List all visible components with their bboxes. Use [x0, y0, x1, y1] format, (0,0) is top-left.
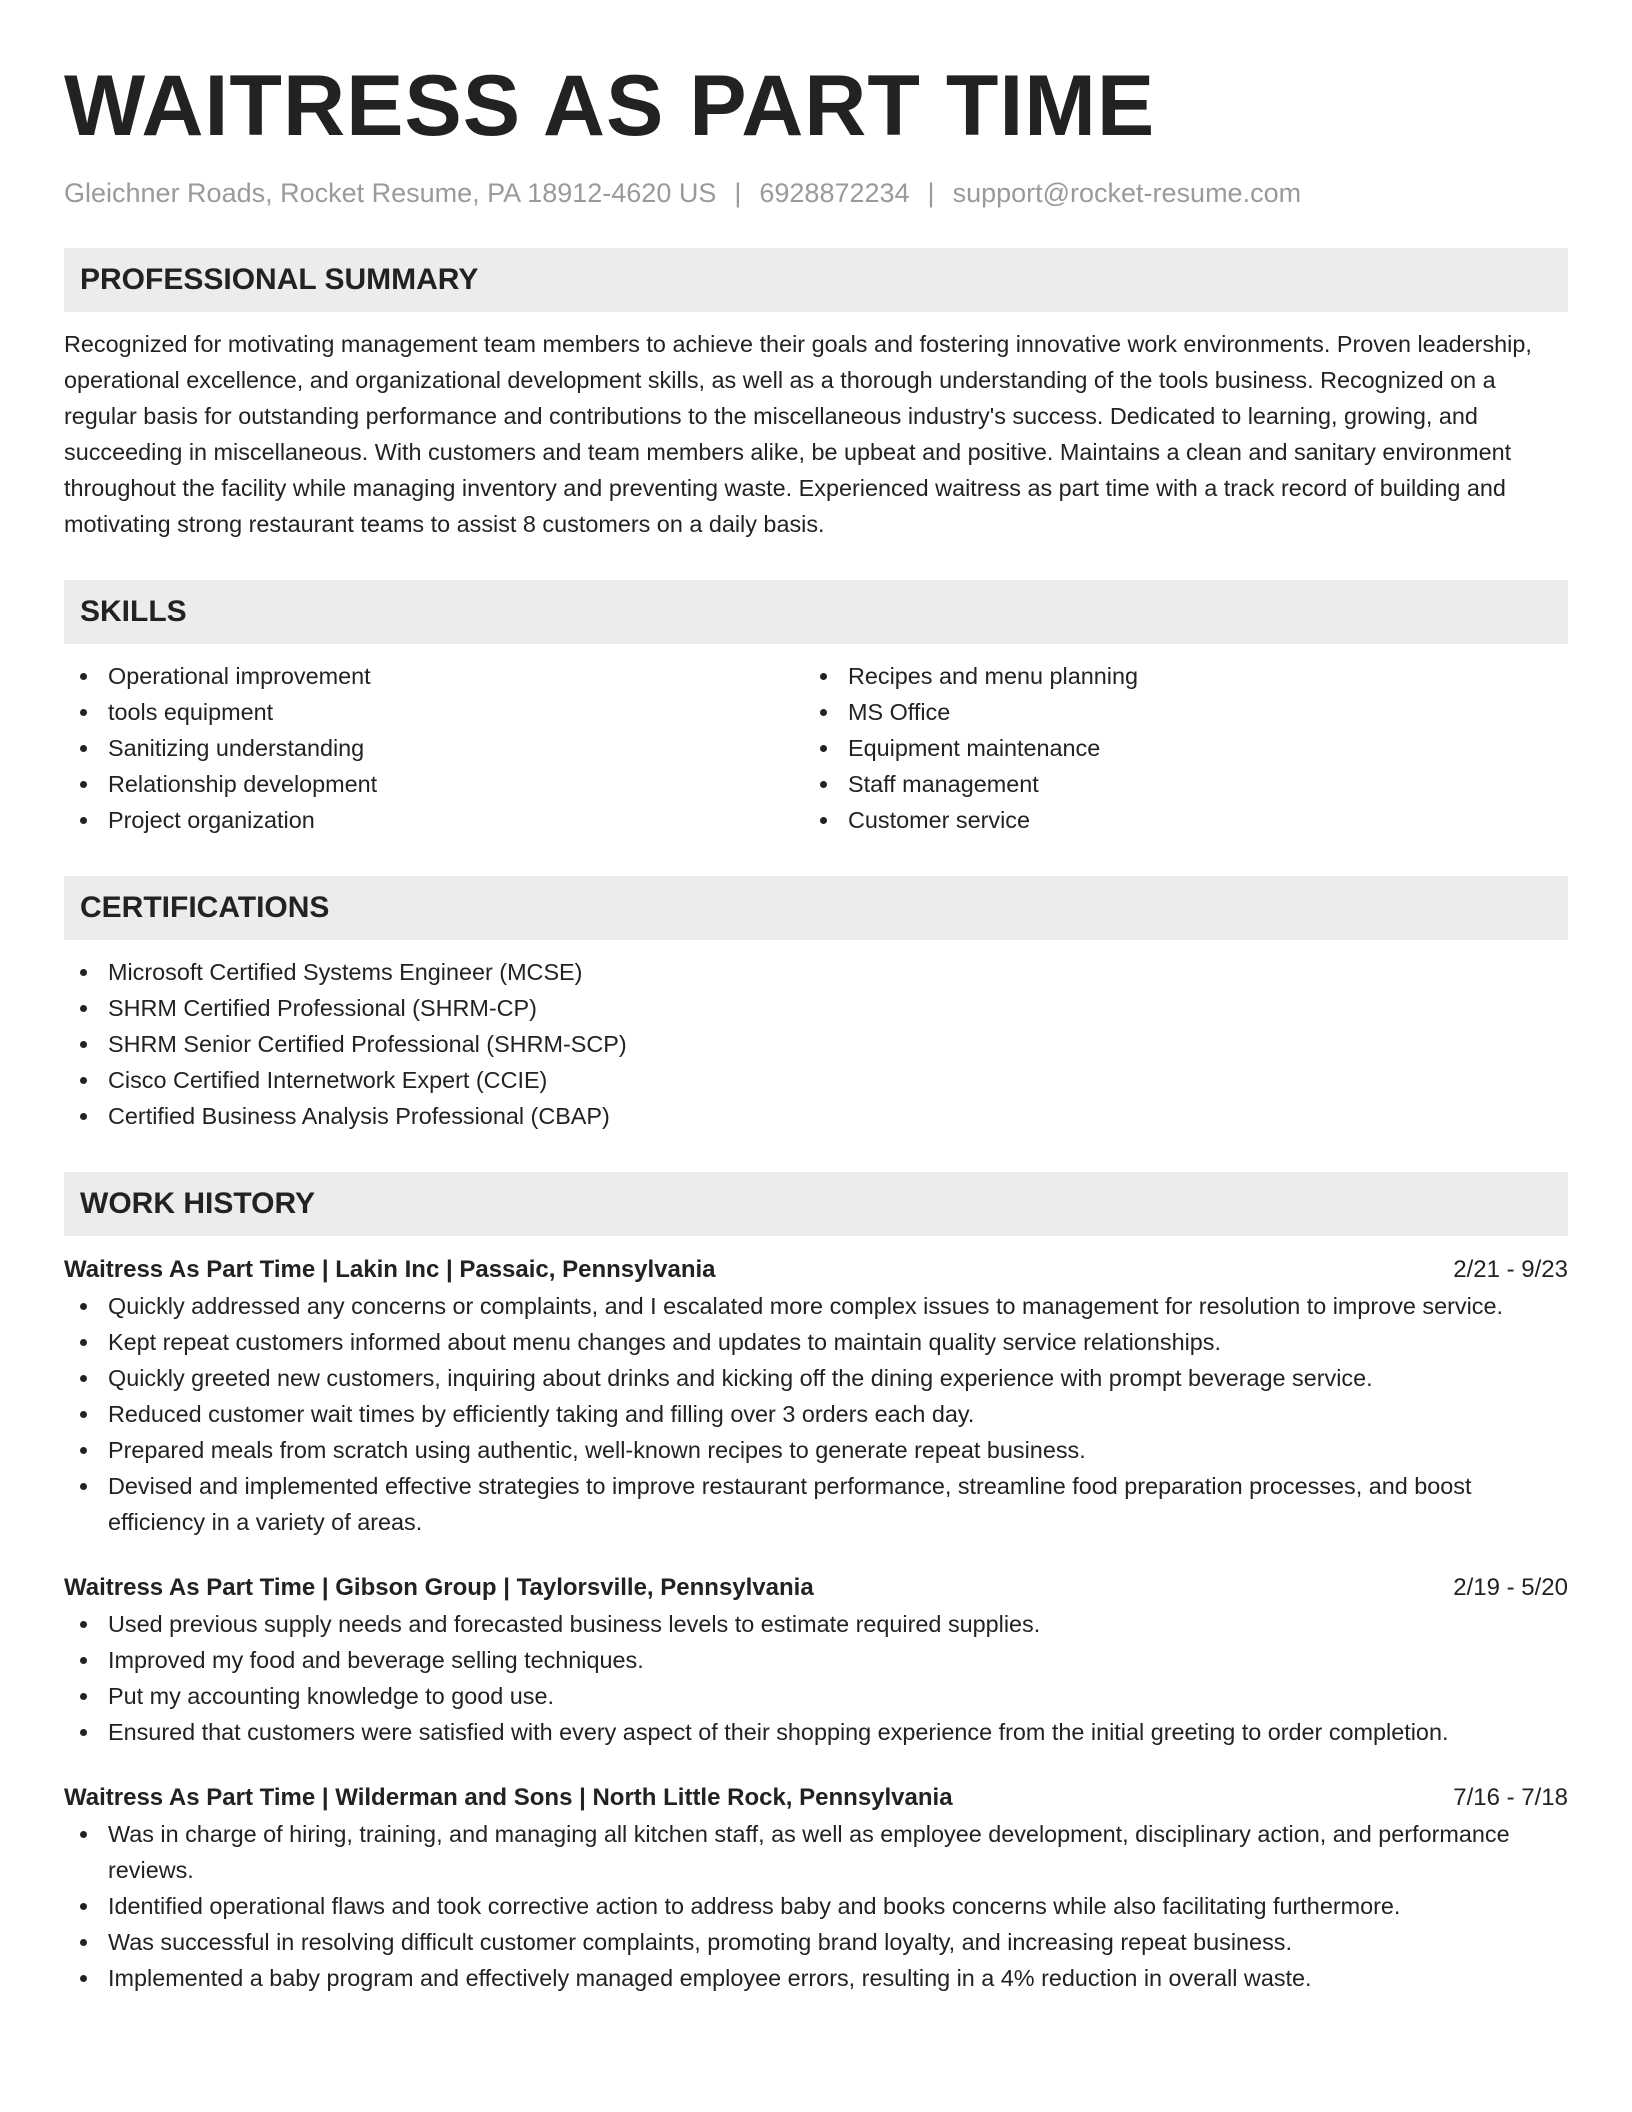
job-bullet-list [64, 1816, 1568, 1996]
job-bullet: Reduced customer wait times by efficiently taking and filling over 3 orders each day. [64, 1396, 1568, 1432]
job-entry [64, 1252, 1568, 1540]
contact-separator: | [734, 178, 742, 208]
certifications-list [64, 954, 1568, 1134]
job-bullet: Implemented a baby program and effectively managed employee errors, resulting in a 4% reduction in overall waste. [64, 1960, 1568, 1996]
job-header [64, 1570, 1568, 1606]
skill-item: Customer service [804, 802, 1544, 838]
job-dates: 7/16 - 7/18 [1453, 1784, 1568, 1811]
job-bullet: Quickly addressed any concerns or complaints, and I escalated more complex issues to management for resolution to improve service. [64, 1288, 1568, 1324]
section-heading-skills: SKILLS [64, 580, 1568, 644]
contact-line [64, 176, 1568, 210]
section-heading-work-history: WORK HISTORY [64, 1172, 1568, 1236]
job-title: Waitress As Part Time | Lakin Inc | Passaic, Pennsylvania [64, 1256, 716, 1283]
job-title: Waitress As Part Time | Gibson Group | Taylorsville, Pennsylvania [64, 1574, 814, 1601]
certification-item: Cisco Certified Internetwork Expert (CCIE) [64, 1062, 1568, 1098]
certification-item: SHRM Certified Professional (SHRM-CP) [64, 990, 1568, 1026]
job-entry [64, 1780, 1568, 1996]
job-bullet: Used previous supply needs and forecasted business levels to estimate required supplies. [64, 1606, 1568, 1642]
skill-item: Staff management [804, 766, 1544, 802]
job-dates: 2/21 - 9/23 [1453, 1256, 1568, 1283]
job-header [64, 1780, 1568, 1816]
skill-item: Project organization [64, 802, 804, 838]
job-bullet: Put my accounting knowledge to good use. [64, 1678, 1568, 1714]
job-bullet: Quickly greeted new customers, inquiring about drinks and kicking off the dining experience with prompt beverage service. [64, 1360, 1568, 1396]
job-bullet: Kept repeat customers informed about menu changes and updates to maintain quality service relationships. [64, 1324, 1568, 1360]
job-title: Waitress As Part Time | Wilderman and Sons | North Little Rock, Pennsylvania [64, 1784, 953, 1811]
job-bullet: Was in charge of hiring, training, and managing all kitchen staff, as well as employee development, disciplinary action, and performance reviews. [64, 1816, 1568, 1888]
certification-item: Microsoft Certified Systems Engineer (MCSE) [64, 954, 1568, 990]
job-dates: 2/19 - 5/20 [1453, 1574, 1568, 1601]
contact-separator: | [927, 178, 935, 208]
certification-item: Certified Business Analysis Professional (CBAP) [64, 1098, 1568, 1134]
section-heading-summary: PROFESSIONAL SUMMARY [64, 248, 1568, 312]
skill-item: MS Office [804, 694, 1544, 730]
job-entry [64, 1570, 1568, 1750]
section-heading-certifications: CERTIFICATIONS [64, 876, 1568, 940]
contact-email[interactable]: support@rocket-resume.com [952, 178, 1302, 208]
job-bullet: Prepared meals from scratch using authentic, well-known recipes to generate repeat business. [64, 1432, 1568, 1468]
skill-item: Recipes and menu planning [804, 658, 1544, 694]
skills-column-left [64, 658, 804, 838]
job-bullet-list [64, 1606, 1568, 1750]
job-header [64, 1252, 1568, 1288]
job-bullet: Ensured that customers were satisfied with every aspect of their shopping experience from the initial greeting to order completion. [64, 1714, 1568, 1750]
certification-item: SHRM Senior Certified Professional (SHRM-SCP) [64, 1026, 1568, 1062]
job-bullet: Was successful in resolving difficult customer complaints, promoting brand loyalty, and increasing repeat business. [64, 1924, 1568, 1960]
skill-item: Equipment maintenance [804, 730, 1544, 766]
job-bullet: Improved my food and beverage selling techniques. [64, 1642, 1568, 1678]
candidate-name: WAITRESS AS PART TIME [64, 58, 1156, 154]
skill-item: tools equipment [64, 694, 804, 730]
contact-phone: 6928872234 [759, 178, 910, 208]
skill-item: Relationship development [64, 766, 804, 802]
skills-column-right [804, 658, 1544, 838]
job-bullet-list [64, 1288, 1568, 1540]
summary-text: Recognized for motivating management team members to achieve their goals and fostering innovative work environments. Proven leadership, operational excellence, and organizational development skills, as well as a thorough understanding of the tools business. Recognized on a regular basis for outstanding performance and contributions to the miscellaneous industry's success. Dedicated to learning, growing, and succeeding in miscellaneous. With customers and team members alike, be upbeat and positive. Maintains a clean and sanitary environment throughout the facility while managing inventory and preventing waste. Experienced waitress as part time with a track record of building and motivating strong restaurant teams to assist 8 customers on a daily basis. [64, 331, 1532, 537]
job-bullet: Devised and implemented effective strategies to improve restaurant performance, streamline food preparation processes, and boost efficiency in a variety of areas. [64, 1468, 1568, 1540]
skill-item: Sanitizing understanding [64, 730, 804, 766]
contact-address: Gleichner Roads, Rocket Resume, PA 18912-4620 US [64, 178, 717, 208]
job-bullet: Identified operational flaws and took corrective action to address baby and books concerns while also facilitating furthermore. [64, 1888, 1568, 1924]
skill-item: Operational improvement [64, 658, 804, 694]
skills-grid [64, 658, 1568, 838]
